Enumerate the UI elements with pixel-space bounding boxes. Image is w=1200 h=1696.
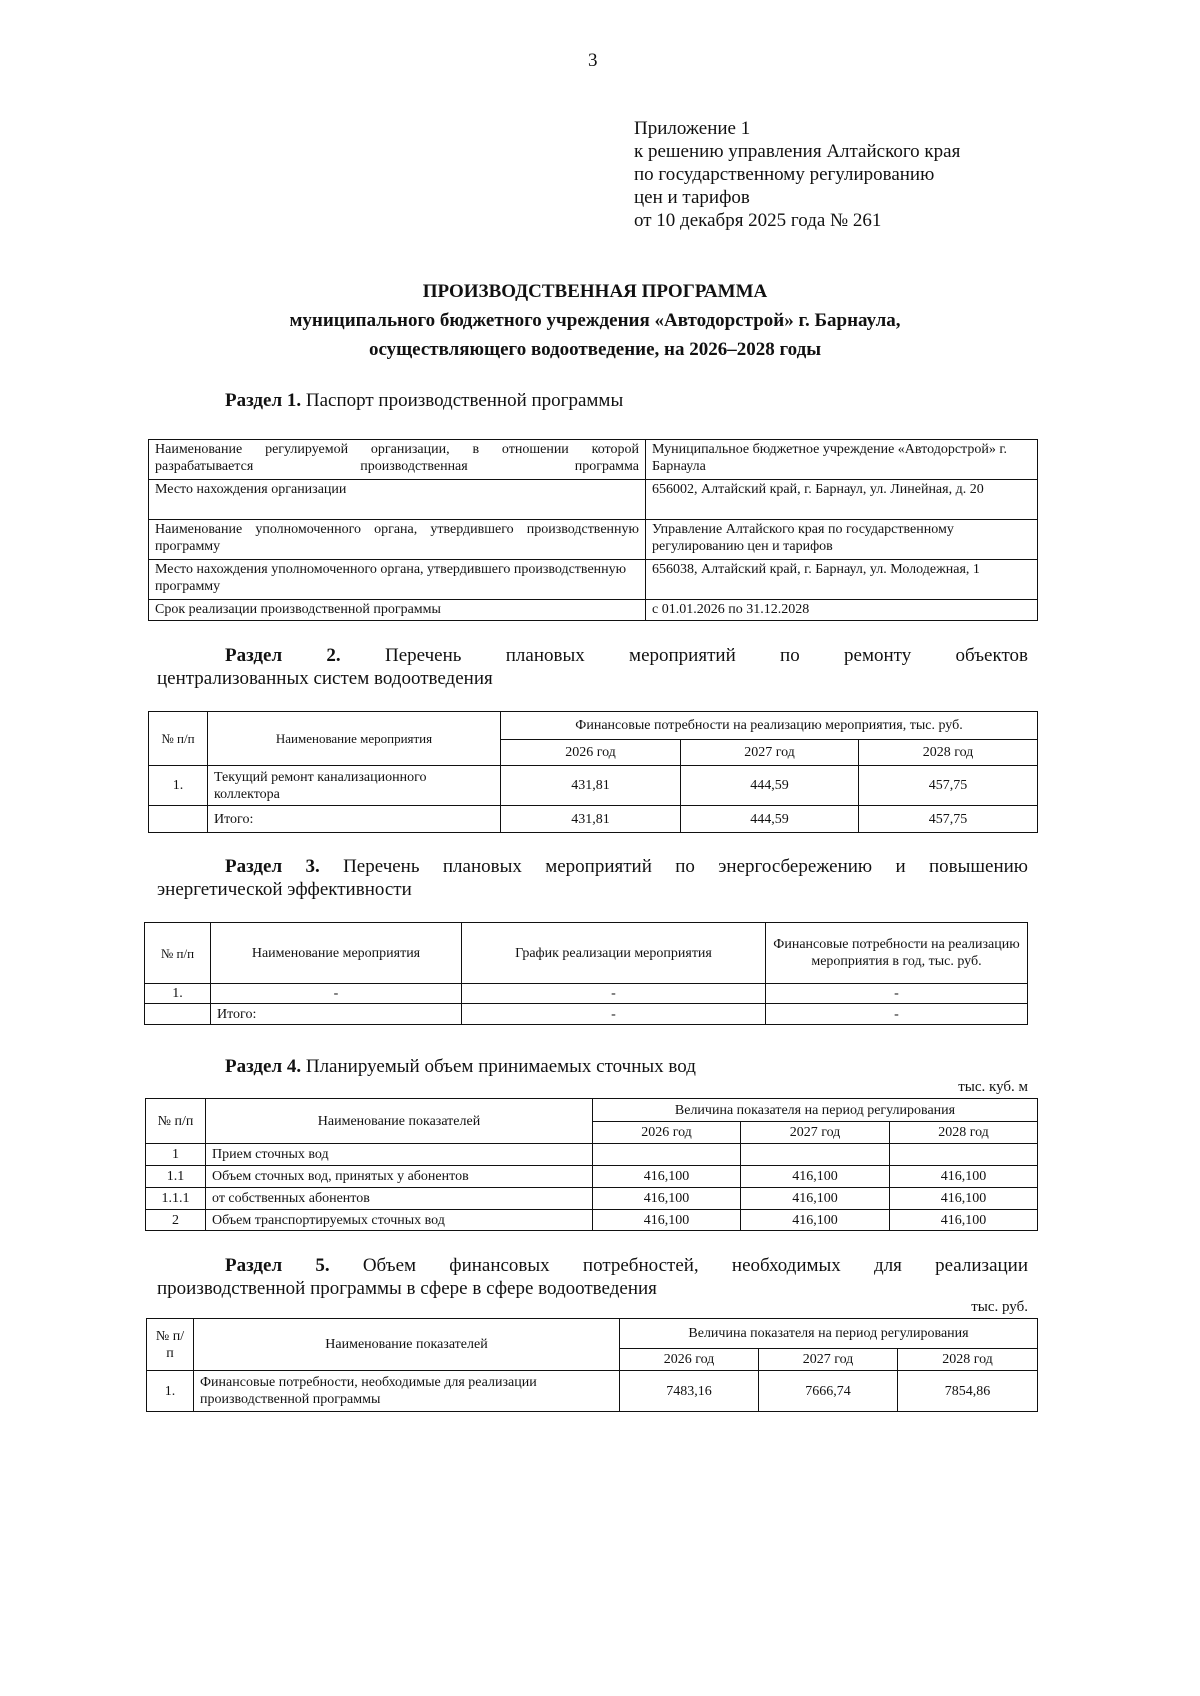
cell [890,1144,1038,1166]
table-header-row [149,712,1038,740]
table-row [146,1166,1038,1188]
cell: Наименование уполномоченного органа, утвердившего производственную программу [149,520,646,560]
cell: 7854,86 [898,1371,1038,1412]
cell: 444,59 [681,806,859,833]
cell: 416,100 [593,1188,741,1210]
section-2-heading [157,644,1028,690]
table-row [149,806,1038,833]
unit-label: тыс. куб. м [958,1079,1028,1095]
header-cell: № п/п [149,712,208,766]
table-row [145,984,1028,1004]
header-cell: Финансовые потребности на реализацию мероприятия, тыс. руб. [501,712,1038,740]
table-row [149,440,1038,480]
table-row [146,1188,1038,1210]
section-4-heading [225,1055,696,1078]
appendix-block [634,117,960,232]
section-label: Раздел 4. [225,1056,302,1077]
section-text: Объем финансовых потребностей, необходимых для реализации [362,1255,1029,1276]
header-cell: Наименование показателей [206,1099,593,1144]
heading-line [157,855,1028,878]
cell: Объем транспортируемых сточных вод [206,1210,593,1231]
cell [593,1144,741,1166]
table-row [149,520,1038,560]
cell: 416,100 [890,1188,1038,1210]
cell: 416,100 [741,1210,890,1231]
cell: 416,100 [741,1188,890,1210]
header-cell: Величина показателя на период регулирования [620,1319,1038,1349]
header-cell: 2026 год [501,740,681,766]
cell: 444,59 [681,766,859,806]
cell: 416,100 [593,1166,741,1188]
section-label: Раздел 3. [225,856,320,877]
cell: - [766,1004,1028,1025]
header-cell: № п/п [147,1319,194,1371]
cell: Срок реализации производственной программы [149,600,646,621]
cell: 1. [147,1371,194,1412]
cell: 1.1.1 [146,1188,206,1210]
repair-table [148,711,1038,833]
section-3-heading [157,855,1028,901]
cell: 1. [145,984,211,1004]
heading-line: централизованных систем водоотведения [157,668,493,689]
cell: Прием сточных вод [206,1144,593,1166]
table-row [145,1004,1028,1025]
document-title [150,277,1040,364]
title-line: осуществляющего водоотведение, на 2026–2028 годы [368,339,822,360]
cell: Управление Алтайского края по государственному регулированию цен и тарифов [646,520,1038,560]
cell: 656038, Алтайский край, г. Барнаул, ул. Молодежная, 1 [646,560,1038,600]
title-line: ПРОИЗВОДСТВЕННАЯ ПРОГРАММА [422,281,768,302]
heading-line [157,644,1028,667]
cell: - [462,984,766,1004]
cell: 1. [149,766,208,806]
cell: 7666,74 [759,1371,898,1412]
header-cell: 2028 год [898,1349,1038,1371]
cell [149,806,208,833]
title-line: муниципального бюджетного учреждения «Автодорстрой» г. Барнаула, [289,310,901,331]
header-cell: 2028 год [890,1122,1038,1144]
cell: Итого: [208,806,501,833]
section-text: Перечень плановых мероприятий по энергосбережению и повышению [343,856,1028,877]
header-cell: 2026 год [620,1349,759,1371]
unit-label: тыс. руб. [971,1299,1028,1315]
header-cell: Наименование мероприятия [211,923,462,984]
section-label: Раздел 5. [225,1255,330,1276]
header-cell: 2026 год [593,1122,741,1144]
cell: 457,75 [859,766,1038,806]
cell: Объем сточных вод, принятых у абонентов [206,1166,593,1188]
table-header-row [145,923,1028,984]
cell: - [462,1004,766,1025]
table-row [149,480,1038,520]
page-number: 3 [588,50,598,71]
cell: 431,81 [501,806,681,833]
cell: Место нахождения уполномоченного органа, утвердившего производственную программу [149,560,646,600]
appendix-line: цен и тарифов [634,187,750,208]
header-cell: 2027 год [759,1349,898,1371]
cell: Финансовые потребности, необходимые для реализации производственной программы [194,1371,620,1412]
cell: - [211,984,462,1004]
cell [741,1144,890,1166]
table-header-row [146,1099,1038,1122]
appendix-line: от 10 декабря 2025 года № 261 [634,210,882,231]
cell: 7483,16 [620,1371,759,1412]
table-header-row [147,1319,1038,1349]
cell: 2 [146,1210,206,1231]
cell: Муниципальное бюджетное учреждение «Автодорстрой» г. Барнаула [646,440,1038,480]
cell: 416,100 [741,1166,890,1188]
section-1-heading [225,389,623,412]
table-row [146,1210,1038,1231]
section-text: Паспорт производственной программы [305,390,624,411]
header-cell: № п/п [145,923,211,984]
financial-needs-table [146,1318,1038,1412]
table-row [149,600,1038,621]
section-text: Планируемый объем принимаемых сточных вод [305,1056,696,1077]
cell: 1.1 [146,1166,206,1188]
header-cell: График реализации мероприятия [462,923,766,984]
passport-table [148,439,1038,621]
wastewater-volume-table [145,1098,1038,1231]
header-cell: № п/п [146,1099,206,1144]
header-cell: 2027 год [681,740,859,766]
table-row [149,560,1038,600]
appendix-line: к решению управления Алтайского края [634,141,961,162]
header-cell: Наименование мероприятия [208,712,501,766]
appendix-line: Приложение 1 [634,118,751,139]
cell: Место нахождения организации [149,480,646,520]
energy-table [144,922,1028,1025]
cell: Итого: [211,1004,462,1025]
table-row [149,766,1038,806]
header-cell: Величина показателя на период регулирования [593,1099,1038,1122]
cell: с 01.01.2026 по 31.12.2028 [646,600,1038,621]
cell: 416,100 [890,1210,1038,1231]
cell: от собственных абонентов [206,1188,593,1210]
cell: Текущий ремонт канализационного коллектора [208,766,501,806]
header-cell: 2027 год [741,1122,890,1144]
heading-line [157,1254,1028,1277]
cell: 1 [146,1144,206,1166]
cell: - [766,984,1028,1004]
section-5-heading [157,1254,1028,1300]
table-row [146,1144,1038,1166]
section-label: Раздел 2. [225,645,341,666]
cell: 457,75 [859,806,1038,833]
section-label: Раздел 1. [225,390,302,411]
cell: 656002, Алтайский край, г. Барнаул, ул. Линейная, д. 20 [646,480,1038,520]
table-row [147,1371,1038,1412]
appendix-line: по государственному регулированию [634,164,935,185]
cell: 416,100 [890,1166,1038,1188]
header-cell: Финансовые потребности на реализацию мероприятия в год, тыс. руб. [766,923,1028,984]
heading-line: энергетической эффективности [157,879,412,900]
header-cell: Наименование показателей [194,1319,620,1371]
cell: 431,81 [501,766,681,806]
section-text: Перечень плановых мероприятий по ремонту объектов [385,645,1028,666]
heading-line: производственной программы в сфере в сфере водоотведения [157,1278,657,1299]
cell [145,1004,211,1025]
cell: 416,100 [593,1210,741,1231]
cell: Наименование регулируемой организации, в отношении которой разрабатывается производственная программа [149,440,646,480]
header-cell: 2028 год [859,740,1038,766]
